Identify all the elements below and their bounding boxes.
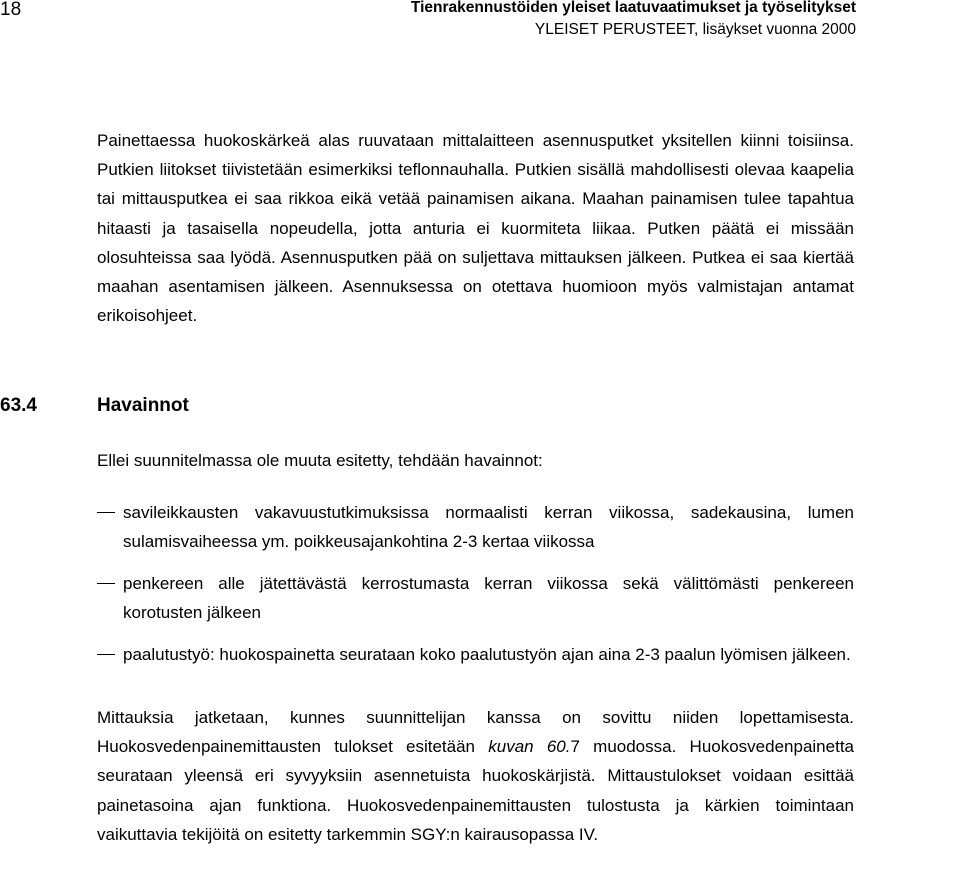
figure-reference-end: 7 xyxy=(570,737,580,757)
dash-bullet-icon xyxy=(97,654,115,655)
dash-bullet-icon xyxy=(97,512,115,513)
section-number: 63.4 xyxy=(0,395,37,416)
section-title: Havainnot xyxy=(97,395,189,416)
page-number: 18 xyxy=(0,0,22,20)
document-title: Tienrakennustöiden yleiset laatuvaatimukset ja työselitykset xyxy=(410,0,856,16)
list-item xyxy=(97,498,854,557)
figure-reference: kuvan 60. xyxy=(488,737,571,757)
list-item xyxy=(97,569,854,628)
document-subtitle: YLEISET PERUSTEET, lisäykset vuonna 2000 xyxy=(534,21,856,38)
dash-bullet-icon xyxy=(97,583,115,584)
closing-text-part1: Mittauksia jatketaan, kunnes suunnittelijan kanssa on sovittu niiden lopettamisesta. Huokosvedenpainemittausten tulokset esitetään xyxy=(97,708,854,757)
observation-list xyxy=(97,498,854,681)
list-item-text: penkereen alle jätettävästä kerrostumasta kerran viikossa sekä välittömästi penkereen korotusten jälkeen xyxy=(123,573,854,623)
closing-text-part2: muodossa. Huokosvedenpainetta seurataan yleensä eri syvyyksiin asennetuista huokoskärjistä. Mittaustulokset voidaan esittää painetasoina ajan funktiona. Huokosvedenpainemittausten tulostusta ja kärkien toimintaan vaikuttavia tekijöitä on esitetty tarkemmin SGY:n kairausopassa IV. xyxy=(97,737,854,844)
lead-text: Ellei suunnitelmassa ole muuta esitetty, tehdään havainnot: xyxy=(97,451,543,470)
page-header xyxy=(0,0,960,50)
list-item-text: savileikkausten vakavuustutkimuksissa normaalisti kerran viikossa, sadekausina, lumen sulamisvaiheessa ym. poikkeusajankohtina 2-3 kertaa viikossa xyxy=(123,503,854,552)
list-item xyxy=(97,640,854,669)
intro-paragraph: Painettaessa huokoskärkeä alas ruuvataan mittalaitteen asennusputket yksitellen kiinni toisiinsa. Putkien liitokset tiivistetään esimerkiksi teflonnauhalla. Putkien sisällä mahdollisesti olevaa kaapelia tai mittausputkea ei saa rikkoa eikä vetää painamisen aikana. Maahan painamisen tulee tapahtua hitaasti ja tasaisella nopeudella, jotta anturia ei kuormiteta liikaa. Putken päätä ei missään olosuhteissa saa lyödä. Asennusputken pää on suljettava mittauksen jälkeen. Putkea ei saa kiertää maahan asentamisen jälkeen. Asennuksessa on otettava huomioon myös valmistajan antamat erikoisohjeet. xyxy=(97,131,854,326)
closing-paragraph xyxy=(97,703,854,849)
list-item-text: paalutustyö: huokospainetta seurataan koko paalutustyön ajan aina 2-3 paalun lyömisen jälkeen. xyxy=(123,644,851,664)
